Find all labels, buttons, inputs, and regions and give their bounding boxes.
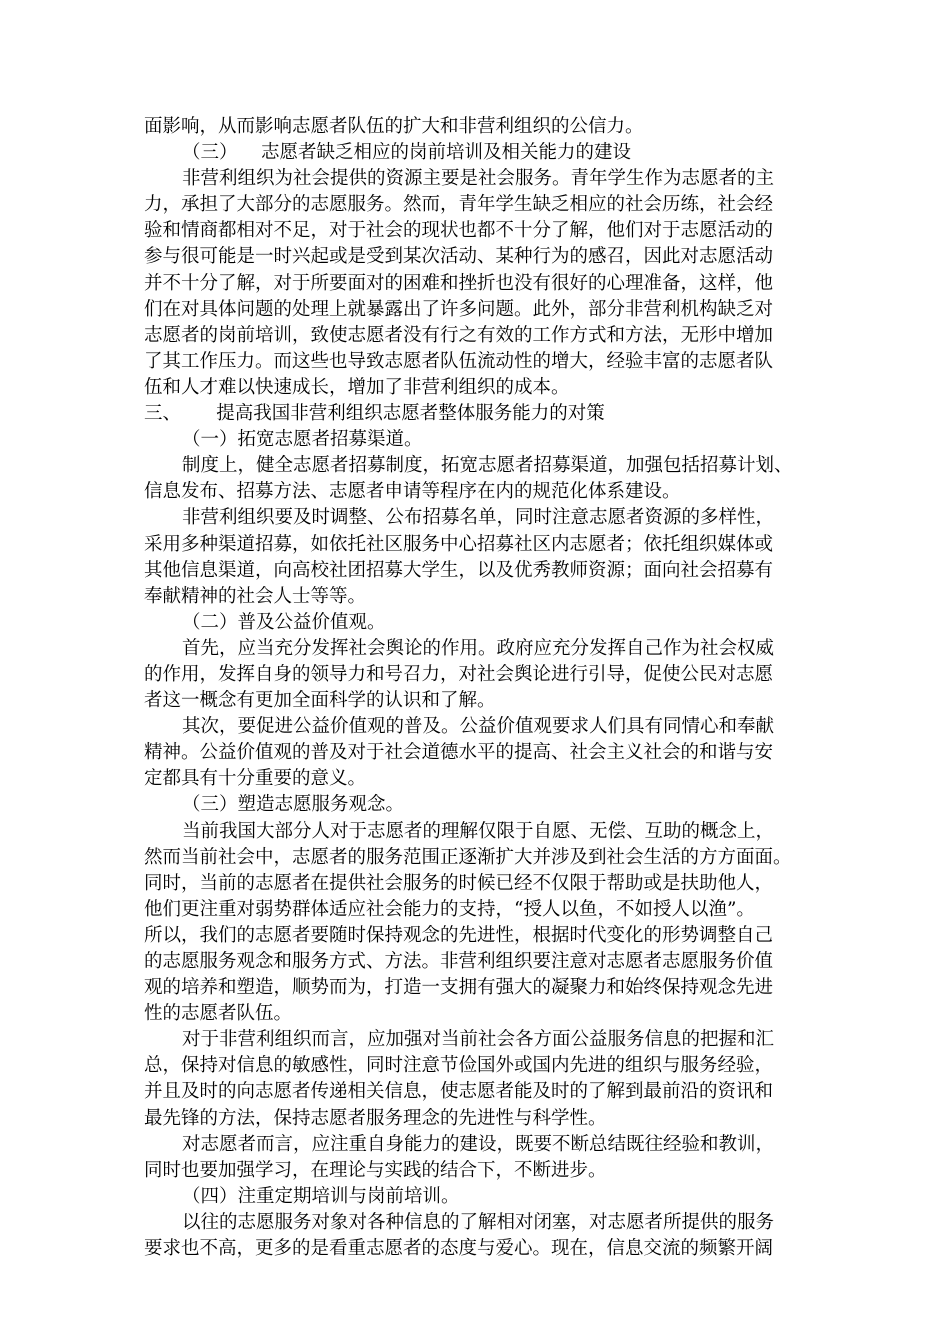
- text-line: 定都具有十分重要的意义。: [144, 768, 367, 790]
- text-line: 其他信息渠道，向高校社团招募大学生，以及优秀教师资源；面向社会招募有: [144, 559, 774, 581]
- text-line: （三） 志愿者缺乏相应的岗前培训及相关能力的建设: [182, 142, 632, 164]
- text-line: 并且及时的向志愿者传递相关信息，使志愿者能及时的了解到最前沿的资讯和: [144, 1081, 774, 1103]
- text-line: 并不十分了解，对于所要面对的困难和挫折也没有很好的心理准备，这样，他: [144, 272, 774, 294]
- text-line: 的作用，发挥自身的领导力和号召力，对社会舆论进行引导，促使公民对志愿: [144, 663, 774, 685]
- text-line: 所以，我们的志愿者要随时保持观念的先进性，根据时代变化的形势调整自己: [144, 924, 774, 946]
- text-line: 其次，要促进公益价值观的普及。公益价值观要求人们具有同情心和奉献: [182, 716, 775, 738]
- text-line: （二）普及公益价值观。: [182, 611, 386, 633]
- text-line: 奉献精神的社会人士等等。: [144, 585, 367, 607]
- text-line: 参与很可能是一时兴起或是受到某次活动、某种行为的感召，因此对志愿活动: [144, 246, 774, 268]
- text-line: 志愿者的岗前培训，致使志愿者没有行之有效的工作方式和方法，无形中增加: [144, 324, 774, 346]
- text-line: 了其工作压力。而这些也导致志愿者队伍流动性的增大，经验丰富的志愿者队: [144, 350, 774, 372]
- document-body: [144, 114, 816, 1262]
- text-line: 力，承担了大部分的志愿服务。然而，青年学生缺乏相应的社会历练，社会经: [144, 194, 774, 216]
- text-line: 信息发布、招募方法、志愿者申请等程序在内的规范化体系建设。: [144, 481, 681, 503]
- text-line: 最先锋的方法，保持志愿者服务理念的先进性与科学性。: [144, 1107, 607, 1129]
- text-line: 者这一概念有更加全面科学的认识和了解。: [144, 690, 496, 712]
- text-line: 要求也不高，更多的是看重志愿者的态度与爱心。现在，信息交流的频繁开阔: [144, 1238, 774, 1260]
- text-line: 面影响，从而影响志愿者队伍的扩大和非营利组织的公信力。: [144, 116, 644, 137]
- text-line: 的志愿服务观念和服务方式、方法。非营利组织要注意对志愿者志愿服务价值: [144, 951, 774, 972]
- text-line: 以往的志愿服务对象对各种信息的了解相对闭塞，对志愿者所提供的服务: [182, 1211, 775, 1233]
- text-line: 们在对具体问题的处理上就暴露出了许多问题。此外，部分非营利机构缺乏对: [144, 298, 774, 320]
- text-line: 同时，当前的志愿者在提供社会服务的时候已经不仅限于帮助或是扶助他人，: [144, 872, 774, 894]
- text-line: 然而当前社会中，志愿者的服务范围正逐渐扩大并涉及到社会生活的方方面面。: [144, 846, 792, 868]
- text-line: 非营利组织要及时调整、公布招募名单，同时注意志愿者资源的多样性，: [182, 507, 775, 529]
- text-line: 观的培养和塑造，顺势而为，打造一支拥有强大的凝聚力和始终保持观念先进: [144, 977, 774, 999]
- text-line: 总，保持对信息的敏感性，同时注意节俭国外或国内先进的组织与服务经验，: [144, 1055, 774, 1077]
- text-line: 采用多种渠道招募，如依托社区服务中心招募社区内志愿者；依托组织媒体或: [144, 533, 774, 555]
- text-line: （三）塑造志愿服务观念。: [182, 794, 405, 816]
- text-line: 首先，应当充分发挥社会舆论的作用。政府应充分发挥自己作为社会权威: [182, 637, 775, 659]
- text-line: 三、 提高我国非营利组织志愿者整体服务能力的对策: [144, 403, 605, 425]
- text-line: 同时也要加强学习，在理论与实践的结合下，不断进步。: [144, 1159, 607, 1181]
- text-line: 他们更注重对弱势群体适应社会能力的支持，“授人以鱼，不如授人以渔”。: [144, 898, 755, 920]
- text-line: 验和情商都相对不足，对于社会的现状也都不十分了解，他们对于志愿活动的: [144, 220, 774, 242]
- text-line: 当前我国大部分人对于志愿者的理解仅限于自愿、无偿、互助的概念上，: [182, 820, 775, 842]
- text-line: 非营利组织为社会提供的资源主要是社会服务。青年学生作为志愿者的主: [182, 168, 775, 190]
- text-line: 对志愿者而言，应注重自身能力的建设，既要不断总结既往经验和教训，: [182, 1133, 775, 1155]
- text-line: 性的志愿者队伍。: [144, 1003, 293, 1025]
- text-line: 精神。公益价值观的普及对于社会道德水平的提高、社会主义社会的和谐与安: [144, 742, 774, 764]
- text-line: （四）注重定期培训与岗前培训。: [182, 1185, 460, 1207]
- text-line: 制度上，健全志愿者招募制度，拓宽志愿者招募渠道，加强包括招募计划、: [182, 455, 793, 477]
- text-line: 伍和人才难以快速成长，增加了非营利组织的成本。: [144, 376, 570, 398]
- text-line: 对于非营利组织而言，应加强对当前社会各方面公益服务信息的把握和汇: [182, 1029, 775, 1051]
- text-line: （一）拓宽志愿者招募渠道。: [182, 429, 423, 451]
